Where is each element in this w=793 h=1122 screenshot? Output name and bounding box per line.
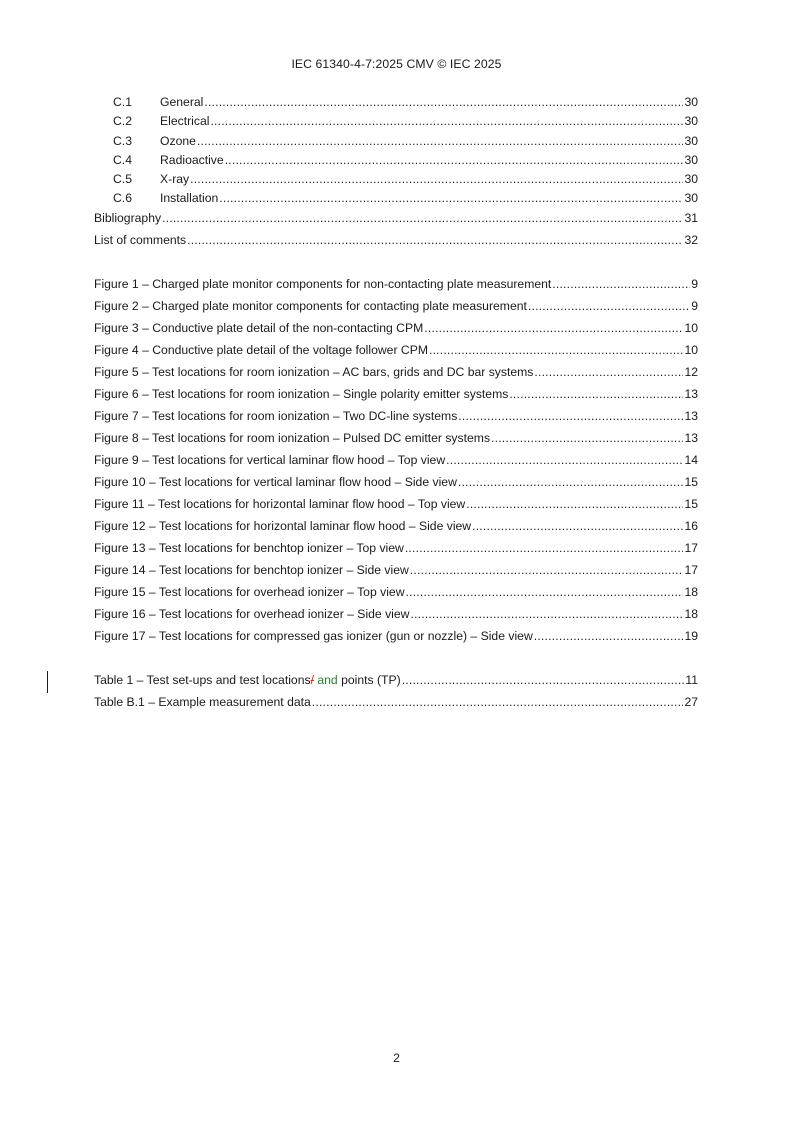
figure-entry-page: 16 xyxy=(684,519,698,533)
figure-entry-title: Figure 12 – Test locations for horizontal laminar flow hood – Side view xyxy=(94,519,472,533)
toc-entry-title: General xyxy=(160,95,204,109)
dot-leader xyxy=(405,541,684,556)
figure-entry-title: Figure 2 – Charged plate monitor components for contacting plate measurement xyxy=(94,299,527,313)
figure-entry[interactable] xyxy=(94,563,698,578)
toc-entry-page: 30 xyxy=(684,95,698,109)
toc-entry-number: C.3 xyxy=(113,133,132,148)
toc-entry-number: C.1 xyxy=(113,95,132,109)
figure-entry[interactable] xyxy=(94,299,698,314)
figure-entry-page: 13 xyxy=(684,409,698,423)
toc-entry[interactable] xyxy=(94,153,698,168)
figure-entry[interactable] xyxy=(94,453,698,468)
toc-entry-title: Ozone xyxy=(160,133,196,148)
figure-entry[interactable] xyxy=(94,629,698,644)
toc-entry-title: X-ray xyxy=(160,172,190,187)
figure-entry[interactable] xyxy=(94,387,698,402)
dot-leader xyxy=(534,629,684,644)
figure-entry-page: 15 xyxy=(684,475,698,489)
dot-leader xyxy=(312,695,684,710)
figure-entry-page: 13 xyxy=(684,387,698,401)
figure-entry-page: 9 xyxy=(691,277,698,291)
dot-leader xyxy=(429,343,683,358)
figure-entry[interactable] xyxy=(94,519,698,534)
figure-entry-title: Figure 3 – Conductive plate detail of the non-contacting CPM xyxy=(94,321,424,335)
page-header: IEC 61340-4-7:2025 CMV © IEC 2025 xyxy=(291,57,502,71)
toc-entry-page: 30 xyxy=(684,114,698,129)
toc-entry-page: 32 xyxy=(684,232,698,247)
figure-entry[interactable] xyxy=(94,365,698,380)
toc-entry[interactable] xyxy=(94,95,698,110)
toc-entry[interactable] xyxy=(94,172,698,187)
toc-entry[interactable] xyxy=(94,114,698,129)
toc-annex-c xyxy=(94,95,698,248)
dot-leader xyxy=(162,211,683,226)
figure-entry-page: 17 xyxy=(684,563,698,577)
figure-entry[interactable] xyxy=(94,343,698,358)
toc-entry-page: 30 xyxy=(684,133,698,148)
inserted-text: and xyxy=(313,673,338,687)
table-entry-title-text: Table 1 – Test set-ups and test locations xyxy=(94,673,311,687)
figure-entry[interactable] xyxy=(94,607,698,622)
dot-leader xyxy=(509,387,683,402)
list-of-tables xyxy=(94,673,698,710)
figure-entry[interactable] xyxy=(94,475,698,490)
dot-leader xyxy=(466,497,683,512)
dot-leader xyxy=(204,95,683,110)
dot-leader xyxy=(458,475,684,490)
figure-entry[interactable] xyxy=(94,541,698,556)
dot-leader xyxy=(534,365,683,380)
toc-entry-page: 30 xyxy=(684,191,698,206)
table-entry-page: 27 xyxy=(684,695,698,709)
toc-entry-title: List of comments xyxy=(94,232,187,247)
figure-entry-page: 15 xyxy=(684,497,698,511)
deleted-text: / xyxy=(310,673,314,687)
figure-entry-page: 12 xyxy=(684,365,698,379)
figure-entry[interactable] xyxy=(94,409,698,424)
dot-leader xyxy=(197,134,684,149)
figure-entry-title: Figure 8 – Test locations for room ionization – Pulsed DC emitter systems xyxy=(94,431,491,445)
toc-entry-number: C.6 xyxy=(113,191,132,206)
figure-entry-title: Figure 14 – Test locations for benchtop ionizer – Side view xyxy=(94,563,409,577)
figure-entry-page: 13 xyxy=(684,431,698,445)
figure-entry[interactable] xyxy=(94,277,698,292)
toc-entry-title: Radioactive xyxy=(160,152,224,167)
figure-entry-page: 18 xyxy=(684,585,698,599)
figure-entry-title: Figure 4 – Conductive plate detail of the voltage follower CPM xyxy=(94,343,428,357)
figure-entry-page: 10 xyxy=(684,321,698,335)
dot-leader xyxy=(406,585,684,600)
toc-entry-number: C.4 xyxy=(113,152,132,167)
figure-entry-title: Figure 17 – Test locations for compressed gas ionizer (gun or nozzle) – Side view xyxy=(94,629,533,643)
figure-entry-title: Figure 5 – Test locations for room ionization – AC bars, grids and DC bar systems xyxy=(94,365,534,379)
dot-leader xyxy=(472,519,683,534)
dot-leader xyxy=(446,453,683,468)
toc-entry-title: Bibliography xyxy=(94,210,162,225)
toc-entry-page: 30 xyxy=(684,172,698,187)
table-entry[interactable] xyxy=(94,673,698,688)
figure-entry-page: 19 xyxy=(684,629,698,643)
toc-entry[interactable] xyxy=(94,191,698,206)
toc-entry[interactable] xyxy=(94,134,698,149)
figure-entry-page: 17 xyxy=(684,541,698,555)
figure-entry-title: Figure 16 – Test locations for overhead ionizer – Side view xyxy=(94,607,410,621)
toc-entry-page: 30 xyxy=(684,152,698,167)
table-entry-title: Table B.1 – Example measurement data xyxy=(94,695,311,709)
dot-leader xyxy=(491,431,683,446)
table-entry-page: 11 xyxy=(685,673,698,687)
figure-entry[interactable] xyxy=(94,431,698,446)
figure-entry[interactable] xyxy=(94,497,698,512)
toc-entry-list-of-comments[interactable] xyxy=(94,233,698,248)
table-entry-title xyxy=(94,673,401,688)
revision-change-bar xyxy=(47,671,48,693)
figure-entry-page: 14 xyxy=(684,453,698,467)
dot-leader xyxy=(410,607,683,622)
figure-entry-title: Figure 15 – Test locations for overhead ionizer – Top view xyxy=(94,585,405,599)
figure-entry-title: Figure 9 – Test locations for vertical laminar flow hood – Top view xyxy=(94,453,446,467)
figure-entry-page: 9 xyxy=(691,299,698,313)
table-entry[interactable] xyxy=(94,695,698,710)
dot-leader xyxy=(528,299,690,314)
list-of-figures xyxy=(94,277,698,644)
toc-entry-page: 31 xyxy=(684,210,698,225)
dot-leader xyxy=(190,172,683,187)
figure-entry-page: 18 xyxy=(684,607,698,621)
figure-entry[interactable] xyxy=(94,585,698,600)
dot-leader xyxy=(458,409,683,424)
page-number: 2 xyxy=(393,1051,400,1065)
figure-entry-title: Figure 1 – Charged plate monitor components for non-contacting plate measurement xyxy=(94,277,552,291)
dot-leader xyxy=(424,321,683,336)
figure-entry-title: Figure 13 – Test locations for benchtop ionizer – Top view xyxy=(94,541,404,555)
dot-leader xyxy=(210,114,683,129)
dot-leader xyxy=(219,191,683,206)
dot-leader xyxy=(225,153,684,168)
figure-entry[interactable] xyxy=(94,321,698,336)
figure-entry-title: Figure 10 – Test locations for vertical laminar flow hood – Side view xyxy=(94,475,457,489)
toc-entry-number: C.5 xyxy=(113,172,132,187)
table-entry-title-suffix: points (TP) xyxy=(337,673,401,687)
figure-entry-title: Figure 11 – Test locations for horizontal laminar flow hood – Top view xyxy=(94,497,466,511)
figure-entry-title: Figure 6 – Test locations for room ionization – Single polarity emitter systems xyxy=(94,387,509,401)
toc-entry-title: Electrical xyxy=(160,114,210,129)
dot-leader xyxy=(410,563,684,578)
dot-leader xyxy=(402,673,685,688)
toc-entry-title: Installation xyxy=(160,191,219,206)
toc-entry-number: C.2 xyxy=(113,114,132,129)
figure-entry-title: Figure 7 – Test locations for room ionization – Two DC-line systems xyxy=(94,409,458,423)
figure-entry-page: 10 xyxy=(684,343,698,357)
toc-entry-bibliography[interactable] xyxy=(94,211,698,226)
dot-leader xyxy=(187,233,683,248)
dot-leader xyxy=(552,277,690,292)
